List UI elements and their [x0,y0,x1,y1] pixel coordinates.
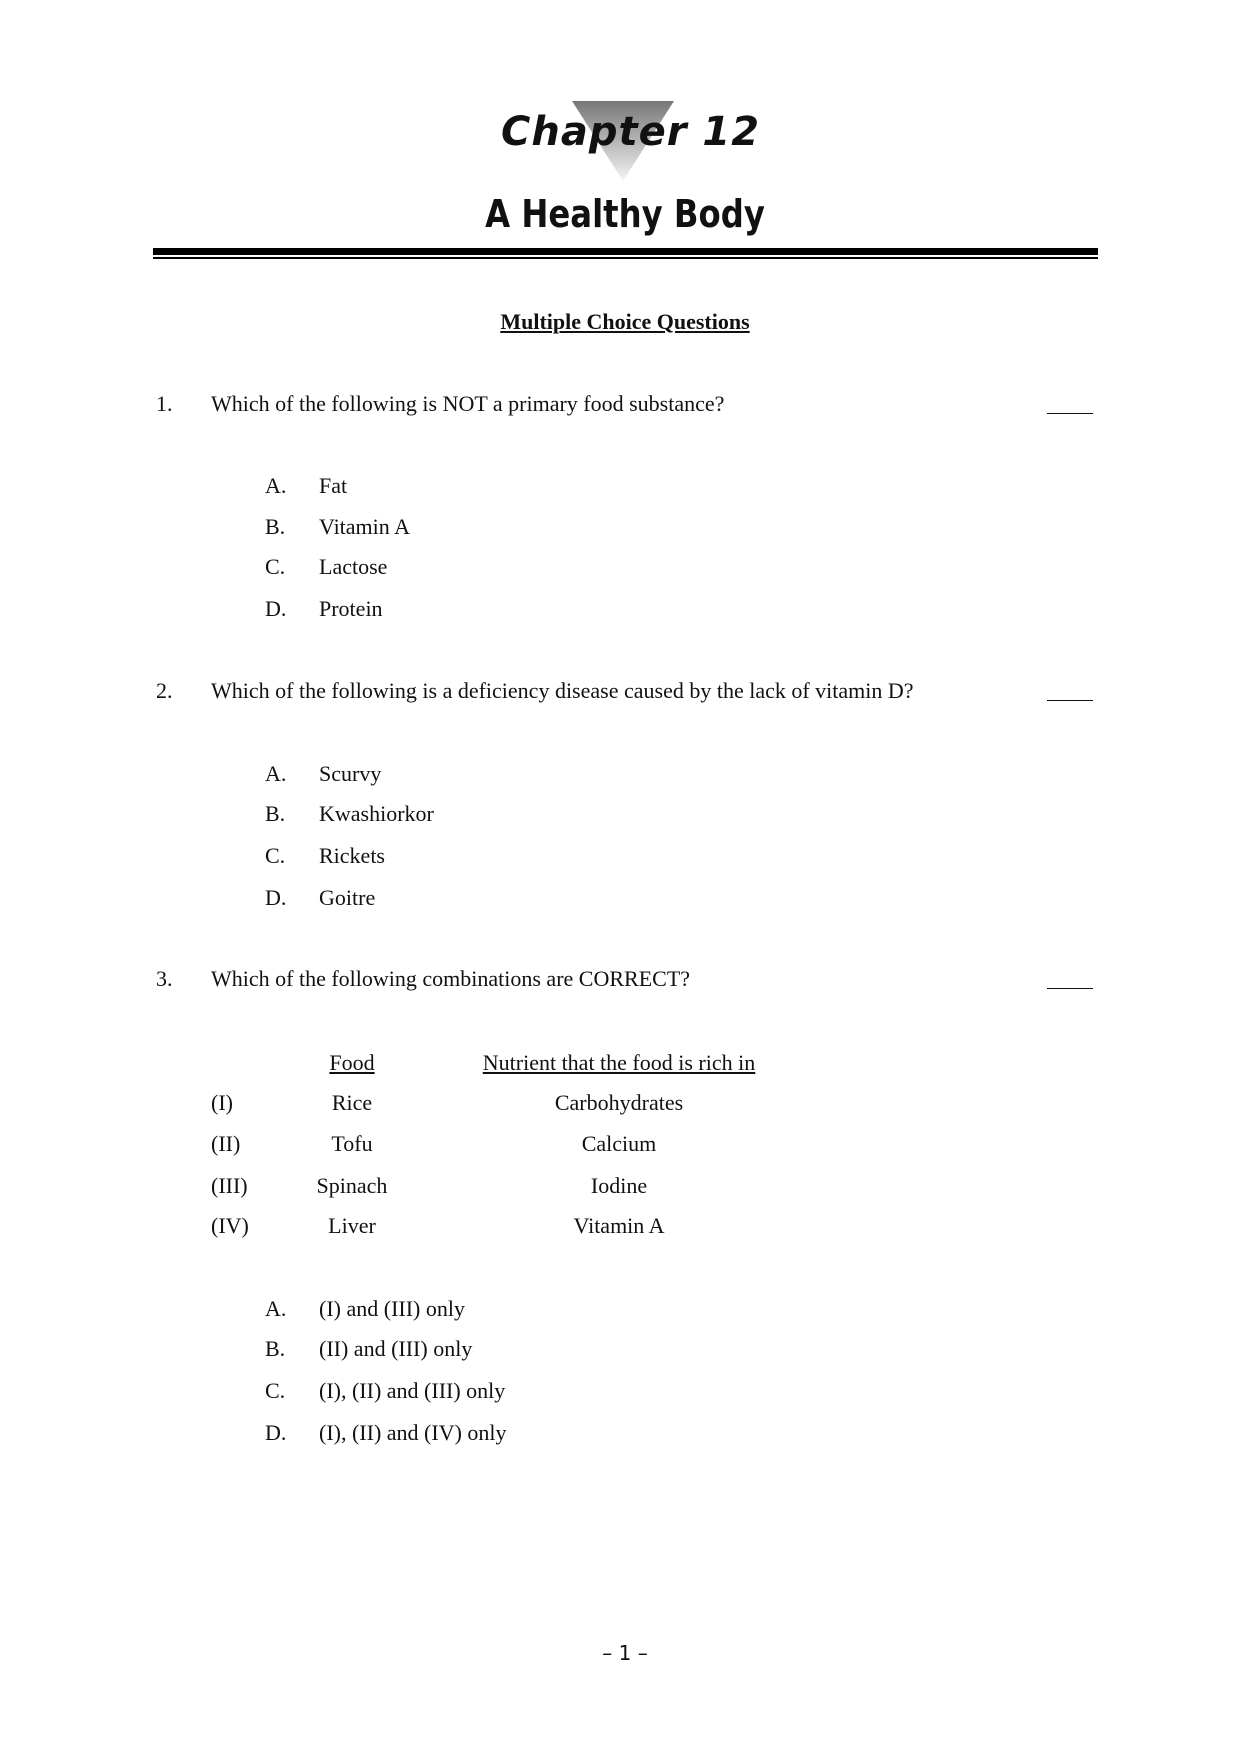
chapter-title: A Healthy Body [485,192,765,236]
option-text: Lactose [319,554,388,579]
option-text: Goitre [319,885,376,910]
row-food: Rice [331,1090,373,1115]
option-text: (I), (II) and (IV) only [319,1420,507,1445]
option-text: Protein [319,596,383,621]
option-letter: C. [265,843,286,868]
row-label: (II) [211,1131,241,1156]
option-letter: B. [265,514,286,539]
option-letter: C. [265,1378,286,1403]
option-letter: A. [265,1296,287,1321]
question-text: Which of the following is a deficiency disease caused by the lack of vitamin D? [211,678,914,703]
question-text: Which of the following is NOT a primary food substance? [211,391,725,416]
option-letter: B. [265,801,286,826]
option-letter: A. [265,761,287,786]
option-text: Kwashiorkor [319,801,434,826]
chapter-number: Chapter 12 [501,109,761,155]
row-label: (IV) [211,1213,249,1238]
option-text: (I), (II) and (III) only [319,1378,506,1403]
option-text: Fat [319,473,348,498]
row-food: Liver [328,1213,376,1238]
row-food: Spinach [316,1173,388,1198]
row-nutrient: Calcium [581,1131,657,1156]
option-letter: D. [265,1420,287,1445]
option-text: Scurvy [319,761,382,786]
answer-blank[interactable] [1047,988,1093,989]
question-number: 1. [156,391,173,416]
table-header-food: Food [329,1050,375,1075]
option-text: Rickets [319,843,385,868]
option-text: (II) and (III) only [319,1336,473,1361]
row-nutrient: Iodine [590,1173,648,1198]
table-header-nutrient: Nutrient that the food is rich in [482,1050,756,1075]
option-letter: D. [265,885,287,910]
page-number: – 1 – [602,1641,648,1665]
row-label: (III) [211,1173,248,1198]
option-text: (I) and (III) only [319,1296,465,1321]
row-label: (I) [211,1090,233,1115]
option-text: Vitamin A [319,514,410,539]
question-text: Which of the following combinations are CORRECT? [211,966,691,991]
divider-thin [153,257,1098,259]
row-nutrient: Vitamin A [573,1213,665,1238]
option-letter: A. [265,473,287,498]
row-food: Tofu [331,1131,373,1156]
option-letter: B. [265,1336,286,1361]
answer-blank[interactable] [1047,700,1093,701]
answer-blank[interactable] [1047,413,1093,414]
question-number: 2. [156,678,173,703]
option-letter: D. [265,596,287,621]
question-number: 3. [156,966,173,991]
option-letter: C. [265,554,286,579]
section-title: Multiple Choice Questions [500,309,750,334]
row-nutrient: Carbohydrates [554,1090,684,1115]
divider-thick [153,248,1098,255]
